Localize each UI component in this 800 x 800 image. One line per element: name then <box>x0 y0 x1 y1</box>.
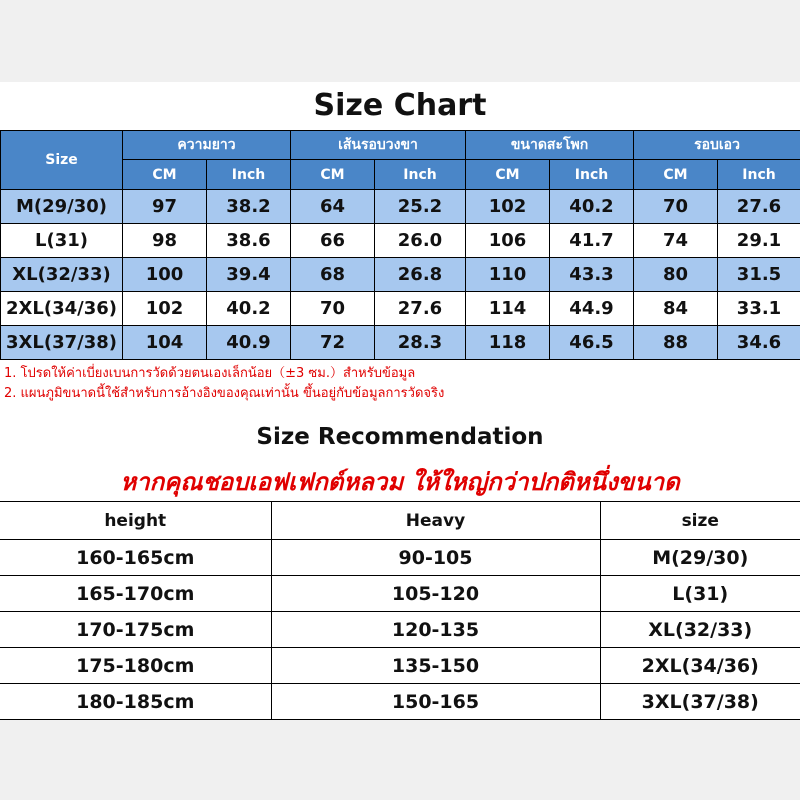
size-chart-title: Size Chart <box>313 88 487 123</box>
table-row <box>0 648 800 684</box>
waist-cm: 80 <box>634 258 718 292</box>
table-row <box>1 326 800 360</box>
group-header-leg-circumference: เส้นรอบวงขา <box>291 131 466 160</box>
recommendation-table <box>0 501 800 720</box>
length-inch: 38.6 <box>207 224 291 258</box>
group-header-hip: ขนาดสะโพก <box>466 131 634 160</box>
size-label: 2XL(34/36) <box>1 292 123 326</box>
length-cm: 104 <box>123 326 207 360</box>
waist-inch: 29.1 <box>718 224 800 258</box>
leg-inch: 26.0 <box>375 224 466 258</box>
length-inch: 39.4 <box>207 258 291 292</box>
hip-cm: 118 <box>466 326 550 360</box>
waist-cm: 70 <box>634 190 718 224</box>
recommendation-title: Size Recommendation <box>256 424 544 450</box>
table-row <box>1 292 800 326</box>
measurement-notes <box>4 364 796 404</box>
size-value: L(31) <box>600 576 800 612</box>
waist-inch: 31.5 <box>718 258 800 292</box>
waist-cm: 74 <box>634 224 718 258</box>
leg-cm: 68 <box>291 258 375 292</box>
height-value: 165-170cm <box>0 576 271 612</box>
length-cm: 98 <box>123 224 207 258</box>
leg-cm: 66 <box>291 224 375 258</box>
hip-inch: 41.7 <box>550 224 634 258</box>
length-inch: 38.2 <box>207 190 291 224</box>
hip-inch: 44.9 <box>550 292 634 326</box>
size-value: 2XL(34/36) <box>600 648 800 684</box>
hip-inch: 46.5 <box>550 326 634 360</box>
leg-cm: 70 <box>291 292 375 326</box>
size-column-header: Size <box>1 131 123 190</box>
size-value: 3XL(37/38) <box>600 684 800 720</box>
hip-cm: 106 <box>466 224 550 258</box>
hip-cm: 110 <box>466 258 550 292</box>
length-inch: 40.9 <box>207 326 291 360</box>
height-value: 170-175cm <box>0 612 271 648</box>
size-value: XL(32/33) <box>600 612 800 648</box>
length-cm: 102 <box>123 292 207 326</box>
weight-value: 90-105 <box>271 540 600 576</box>
weight-value: 150-165 <box>271 684 600 720</box>
height-header: height <box>0 502 271 540</box>
unit-header-cm: CM <box>123 160 207 190</box>
waist-inch: 33.1 <box>718 292 800 326</box>
height-value: 160-165cm <box>0 540 271 576</box>
unit-header-inch: Inch <box>375 160 466 190</box>
size-chart-sheet <box>0 82 800 718</box>
length-inch: 40.2 <box>207 292 291 326</box>
note-line: 2. แผนภูมิขนาดนี้ใช้สำหรับการอ้างอิงของคุณเท่านั้น ขึ้นอยู่กับข้อมูลการวัดจริง <box>4 386 445 401</box>
height-value: 180-185cm <box>0 684 271 720</box>
unit-header-inch: Inch <box>718 160 800 190</box>
weight-value: 120-135 <box>271 612 600 648</box>
leg-cm: 72 <box>291 326 375 360</box>
length-cm: 100 <box>123 258 207 292</box>
waist-cm: 88 <box>634 326 718 360</box>
unit-header-inch: Inch <box>550 160 634 190</box>
table-row <box>0 540 800 576</box>
recommendation-banner: หากคุณชอบเอฟเฟกต์หลวม ให้ใหญ่กว่าปกติหนึ่งขนาด <box>120 468 680 496</box>
group-header-waist: รอบเอว <box>634 131 800 160</box>
size-label: M(29/30) <box>1 190 123 224</box>
size-label: 3XL(37/38) <box>1 326 123 360</box>
note-line: 1. โปรดให้ค่าเบี่ยงเบนการวัดด้วยตนเองเล็กน้อย（±3 ซม.）สำหรับข้อมูล <box>4 366 416 381</box>
table-row <box>0 612 800 648</box>
table-row <box>1 258 800 292</box>
weight-value: 135-150 <box>271 648 600 684</box>
unit-header-cm: CM <box>466 160 550 190</box>
table-row <box>1 190 800 224</box>
size-label: XL(32/33) <box>1 258 123 292</box>
table-row <box>0 576 800 612</box>
size-value: M(29/30) <box>600 540 800 576</box>
leg-inch: 25.2 <box>375 190 466 224</box>
weight-header: Heavy <box>271 502 600 540</box>
size-header: size <box>600 502 800 540</box>
weight-value: 105-120 <box>271 576 600 612</box>
unit-header-inch: Inch <box>207 160 291 190</box>
hip-cm: 102 <box>466 190 550 224</box>
leg-inch: 28.3 <box>375 326 466 360</box>
waist-cm: 84 <box>634 292 718 326</box>
group-header-length: ความยาว <box>123 131 291 160</box>
leg-cm: 64 <box>291 190 375 224</box>
length-cm: 97 <box>123 190 207 224</box>
hip-cm: 114 <box>466 292 550 326</box>
size-label: L(31) <box>1 224 123 258</box>
waist-inch: 27.6 <box>718 190 800 224</box>
leg-inch: 27.6 <box>375 292 466 326</box>
unit-header-cm: CM <box>291 160 375 190</box>
size-chart-table <box>0 130 800 360</box>
hip-inch: 43.3 <box>550 258 634 292</box>
hip-inch: 40.2 <box>550 190 634 224</box>
leg-inch: 26.8 <box>375 258 466 292</box>
table-row <box>0 684 800 720</box>
table-row <box>1 224 800 258</box>
height-value: 175-180cm <box>0 648 271 684</box>
waist-inch: 34.6 <box>718 326 800 360</box>
unit-header-cm: CM <box>634 160 718 190</box>
